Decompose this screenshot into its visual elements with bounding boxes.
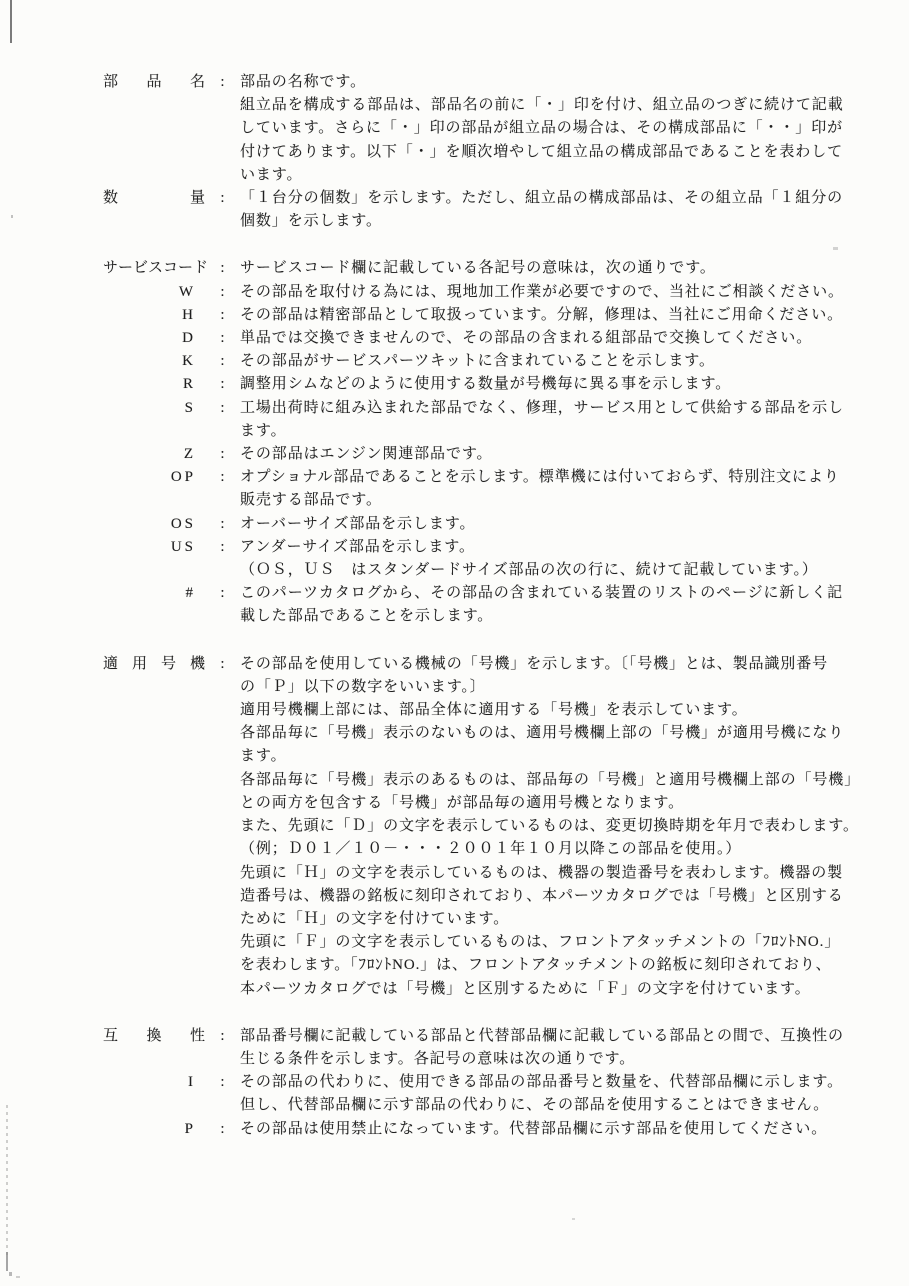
row-colon: :	[220, 1027, 225, 1044]
doc-row	[103, 350, 848, 373]
row-code: OP	[170, 469, 196, 486]
row-code: H	[182, 306, 196, 323]
row-code: OS	[170, 515, 196, 532]
doc-line: 工場出荷時に組み込まれた部品でなく、修理，サービス用として供給する部品を示し	[240, 399, 844, 416]
row-body	[240, 257, 848, 280]
row-body	[240, 653, 861, 1001]
row-colon: :	[220, 330, 225, 347]
row-body	[240, 71, 848, 187]
row-body	[240, 466, 848, 512]
row-colon: :	[220, 585, 225, 602]
doc-row	[103, 653, 861, 1001]
row-colon: :	[220, 283, 225, 300]
doc-line: （ＯＳ，ＵＳ はスタンダードサイズ部品の次の行に、続けて記載しています。）	[240, 562, 818, 579]
doc-line: その部品を取付ける為には、現地加工作業が必要ですので、当社にご相談ください。	[240, 283, 844, 300]
row-label: 適用号機	[103, 655, 205, 672]
doc-row	[103, 327, 848, 350]
row-colon: :	[220, 399, 225, 416]
doc-line: 「１台分の個数」を示します。ただし、組立品の構成部品は、その組立品「１組分の	[240, 190, 844, 207]
doc-line: ために「Ｈ」の文字を付けています。	[240, 910, 510, 927]
doc-line: います。	[240, 166, 303, 183]
row-code: Z	[183, 446, 196, 463]
scan-artifact-mid-dot	[572, 1218, 575, 1220]
doc-line: 先頭に「Ｈ」の文字を表示しているものは、機器の製造番号を表わします。機器の製	[240, 864, 844, 881]
row-colon: :	[220, 74, 225, 90]
scan-artifact-left-speckle-band	[6, 1105, 8, 1255]
doc-line: 生じる条件を示します。各記号の意味は次の通りです。	[240, 1050, 636, 1067]
doc-line: 付けてあります。以下「・」を順次増やして組立品の構成部品であることを表わして	[240, 143, 844, 160]
row-colon: :	[220, 353, 225, 370]
row-body	[240, 536, 848, 582]
doc-line: オーバーサイズ部品を示します。	[240, 515, 476, 532]
doc-line: 部品番号欄に記載している部品と代替部品欄に記載している部品との間で、互換性の	[240, 1027, 844, 1044]
row-code: R	[182, 376, 196, 393]
row-colon: :	[220, 446, 225, 463]
doc-row	[103, 1025, 848, 1071]
row-body	[240, 350, 848, 373]
doc-line: その部品の代わりに、使用できる部品の部品番号と数量を、代替部品欄に示します。	[240, 1074, 844, 1091]
row-colon: :	[220, 306, 225, 323]
doc-row	[103, 1118, 848, 1141]
scan-artifact-left-edge-line	[10, 0, 12, 43]
row-code: S	[184, 399, 196, 416]
doc-row	[103, 304, 848, 327]
doc-row	[103, 582, 848, 628]
doc-line: の「Ｐ」以下の数字をいいます。〕	[240, 678, 486, 695]
row-body	[240, 1071, 848, 1117]
row-code: D	[182, 330, 196, 347]
doc-line: その部品を使用している機械の「号機」を示します。〔「号機」とは、製品識別番号	[240, 655, 829, 672]
scan-artifact-left-dot	[11, 215, 13, 218]
row-body	[240, 513, 848, 536]
row-body	[240, 281, 848, 304]
doc-row	[103, 1071, 848, 1117]
row-code: P	[184, 1120, 196, 1137]
doc-line: ます。	[240, 422, 287, 439]
doc-line: その部品は精密部品として取扱っています。分解，修理は、当社にご用命ください。	[240, 306, 844, 323]
row-body	[240, 397, 848, 443]
scan-artifact-corner-speck	[16, 1276, 20, 1278]
doc-row	[103, 536, 848, 582]
doc-line: アンダーサイズ部品を示します。	[240, 538, 475, 555]
row-body	[240, 443, 848, 466]
doc-line: 造番号は、機器の銘板に刻印されており、本パーツカタログでは「号機」と区別する	[240, 887, 844, 904]
doc-line: サービスコード欄に記載している各記号の意味は，次の通りです。	[240, 260, 716, 277]
doc-line: 適用号機欄上部には、部品全体に適用する「号機」を表示しています。	[240, 702, 748, 719]
row-code: I	[188, 1074, 196, 1091]
doc-row	[103, 513, 848, 536]
row-colon: :	[220, 1074, 225, 1091]
doc-row	[103, 443, 848, 466]
row-body	[240, 327, 848, 350]
doc-row	[103, 71, 848, 187]
doc-line: しています。さらに「・」印の部品が組立品の場合は、その構成部品に「・・」印が	[240, 120, 844, 137]
row-colon: :	[220, 1120, 225, 1137]
row-body	[240, 1025, 848, 1071]
doc-line: その部品がサービスパーツキットに含まれていることを示します。	[240, 353, 715, 370]
row-colon: :	[220, 376, 225, 393]
doc-row	[103, 281, 848, 304]
row-code: W	[178, 283, 196, 300]
doc-line: このパーツカタログから、その部品の含まれている装置のリストのページに新しく記	[240, 585, 844, 602]
doc-line: 先頭に「Ｆ」の文字を表示しているものは、フロントアタッチメントの「ﾌﾛﾝﾄNO.」	[240, 934, 841, 951]
document-text-block	[103, 71, 861, 1141]
doc-line: 本パーツカタログでは「号機」と区別するために「Ｆ」の文字を付けています。	[240, 980, 811, 997]
doc-line: その部品は使用禁止になっています。代替部品欄に示す部品を使用してください。	[240, 1120, 828, 1137]
doc-line: オプショナル部品であることを示します。標準機には付いておらず、特別注文により	[240, 469, 840, 486]
row-code: K	[182, 353, 196, 370]
scan-artifact-right-dash	[833, 247, 838, 250]
doc-line: を表わします。「ﾌﾛﾝﾄNO.」は、フロントアタッチメントの銘板に刻印されており、	[240, 957, 832, 974]
row-body	[240, 187, 848, 233]
row-colon: :	[220, 515, 225, 532]
row-colon: :	[220, 655, 225, 672]
row-code: US	[170, 538, 196, 555]
doc-line: 載した部品であることを示します。	[240, 608, 494, 625]
doc-line: 調整用シムなどのように使用する数量が号機毎に異る事を示します。	[240, 376, 732, 393]
doc-row	[103, 466, 848, 512]
row-colon: :	[220, 190, 225, 207]
doc-row	[103, 257, 848, 280]
doc-line: （例；Ｄ０１／１０－・・・２００１年１０月以降この部品を使用。）	[240, 841, 742, 858]
row-label: 部品名	[103, 74, 205, 90]
row-colon: :	[220, 538, 225, 555]
row-colon: :	[220, 469, 225, 486]
row-body	[240, 1118, 848, 1141]
doc-line: ます。	[240, 748, 287, 765]
doc-row	[103, 187, 848, 233]
scan-artifact-corner-speck	[9, 1272, 12, 1276]
doc-row	[103, 397, 848, 443]
doc-line: 各部品毎に「号機」表示のないものは、適用号機欄上部の「号機」が適用号機になり	[240, 725, 845, 742]
row-body	[240, 582, 848, 628]
row-body	[240, 373, 848, 396]
doc-line: 個数」を示します。	[240, 213, 382, 230]
doc-line: 単品では交換できませんので、その部品の含まれる組部品で交換してください。	[240, 330, 813, 347]
row-colon: :	[220, 260, 225, 277]
doc-line: また、先頭に「Ｄ」の文字を表示しているものは、変更切換時期を年月で表わします。	[240, 818, 859, 835]
row-label: サービスコード	[103, 260, 209, 277]
doc-line: 但し、代替部品欄に示す部品の代わりに、その部品を使用することはできません。	[240, 1097, 830, 1114]
doc-line: 販売する部品です。	[240, 492, 382, 509]
row-body	[240, 304, 848, 327]
doc-line: との両方を包含する「号機」が部品毎の適用号機となります。	[240, 794, 685, 811]
row-code: #	[185, 585, 196, 602]
doc-row	[103, 373, 848, 396]
row-label: 互換性	[103, 1027, 205, 1044]
doc-line: その部品はエンジン関連部品です。	[240, 446, 493, 463]
doc-line: 部品の名称です。	[240, 74, 367, 90]
scan-artifact-left-band-tip	[6, 1252, 8, 1271]
doc-line: 組立品を構成する部品は、部品名の前に「・」印を付け、組立品のつぎに続けて記載	[240, 97, 844, 114]
row-label: 数量	[103, 190, 205, 207]
doc-line: 各部品毎に「号機」表示のあるものは、部品毎の「号機」と適用号機欄上部の「号機」	[240, 771, 861, 788]
